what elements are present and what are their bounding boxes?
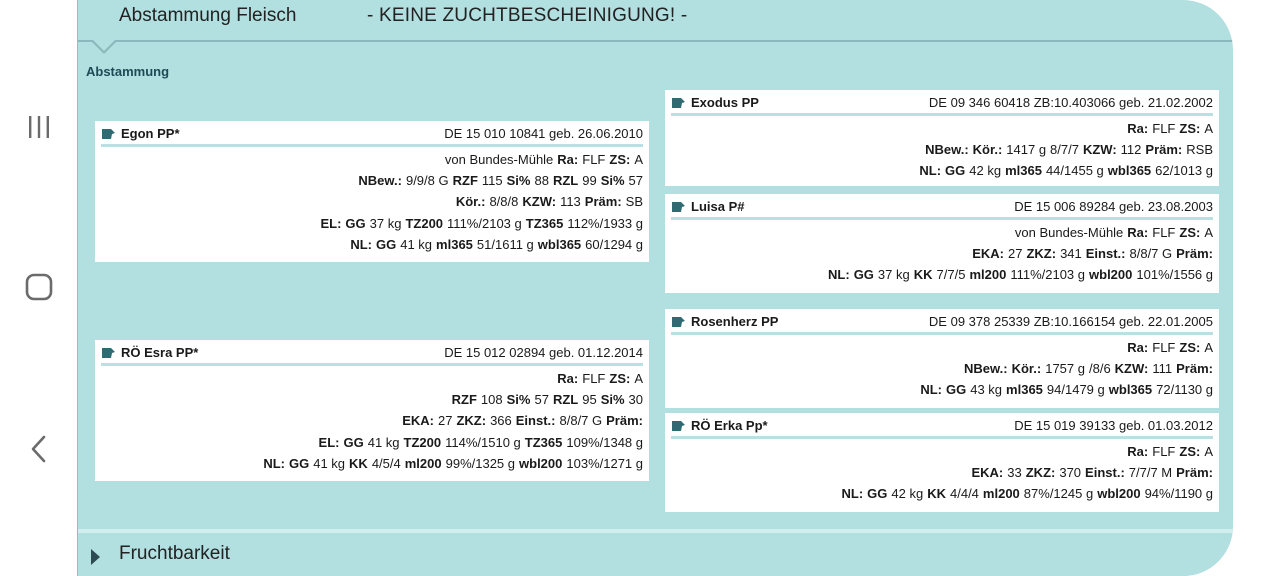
field-label: Präm: bbox=[1176, 465, 1213, 481]
field-value: RSB bbox=[1186, 142, 1213, 158]
card-line bbox=[671, 441, 1213, 462]
section-fruchtbarkeit-title: Fruchtbarkeit bbox=[119, 543, 230, 564]
field-value: 1757 g bbox=[1045, 361, 1085, 377]
field-label: Präm: bbox=[606, 413, 643, 429]
card-header bbox=[671, 417, 1213, 439]
animal-name-text: RÖ Esra PP* bbox=[121, 345, 199, 360]
field-value: 111%/2103 g bbox=[447, 215, 522, 231]
card-header bbox=[671, 94, 1213, 116]
field-label: Si% bbox=[600, 173, 625, 189]
animal-name-text: Rosenherz PP bbox=[691, 314, 779, 329]
field-value: 109%/1348 g bbox=[566, 434, 643, 450]
section-warning: - KEINE ZUCHTBESCHEINIGUNG! - bbox=[367, 5, 688, 26]
field-value: FLF bbox=[1152, 444, 1176, 459]
field-value: 4/5/4 bbox=[371, 455, 401, 471]
animal-name bbox=[101, 345, 198, 360]
field-value: 7/7/7 M bbox=[1128, 465, 1173, 481]
field-value: 366 bbox=[490, 413, 512, 429]
section-title: Abstammung Fleisch bbox=[119, 5, 297, 26]
animal-id: DE 15 010 10841 geb. 26.06.2010 bbox=[444, 126, 643, 141]
field-label: EL: bbox=[320, 215, 342, 231]
field-value: 42 kg bbox=[969, 163, 1002, 179]
field-label: NL: bbox=[841, 486, 864, 502]
field-label: KK bbox=[913, 267, 933, 283]
card-line bbox=[671, 160, 1213, 181]
field-label: KZW: bbox=[1114, 361, 1149, 377]
field-value: 41 kg bbox=[400, 236, 433, 252]
field-value: 94/1479 g bbox=[1046, 382, 1105, 398]
bull-head-icon bbox=[671, 420, 691, 432]
animal-card-erka[interactable] bbox=[665, 413, 1219, 512]
field-label: wbl365 bbox=[1108, 382, 1153, 398]
field-value: 99%/1325 g bbox=[445, 455, 516, 471]
field-label: TZ200 bbox=[403, 434, 442, 450]
field-label: Einst.: bbox=[515, 413, 556, 429]
field-label: EKA: bbox=[972, 246, 1004, 262]
field-value: SB bbox=[625, 194, 643, 210]
section-caret-icon bbox=[90, 40, 118, 54]
field-value: 113 bbox=[560, 194, 581, 210]
field-value: 103%/1271 g bbox=[566, 455, 643, 471]
field-value: A bbox=[634, 152, 643, 167]
field-value: A bbox=[1204, 444, 1213, 459]
field-value: 112%/1933 g bbox=[567, 215, 643, 231]
field-value: 7/7/5 bbox=[936, 267, 966, 283]
field-label: EL: bbox=[318, 434, 340, 450]
card-line bbox=[101, 410, 643, 431]
recents-icon[interactable] bbox=[22, 110, 56, 144]
field-value: 8/8/7 G bbox=[1129, 246, 1173, 262]
field-value: 60/1294 g bbox=[585, 236, 643, 252]
field-label: EKA: bbox=[402, 413, 434, 429]
card-line bbox=[671, 358, 1213, 379]
animal-name bbox=[101, 126, 180, 141]
field-label: Ra: bbox=[1127, 225, 1149, 240]
field-value: A bbox=[1204, 225, 1213, 240]
bull-head-icon bbox=[671, 97, 691, 109]
animal-id: DE 15 012 02894 geb. 01.12.2014 bbox=[444, 345, 643, 360]
field-label: Präm: bbox=[584, 194, 622, 210]
field-value: FLF bbox=[1152, 225, 1176, 240]
field-value: 44/1455 g bbox=[1045, 163, 1104, 179]
bull-head-icon bbox=[671, 316, 691, 328]
field-label: KZW: bbox=[522, 194, 557, 210]
field-value: 33 bbox=[1007, 465, 1022, 481]
field-value: FLF bbox=[582, 371, 606, 386]
field-value: 51/1611 g bbox=[476, 236, 534, 252]
field-value: FLF bbox=[1152, 121, 1176, 136]
field-label: GG bbox=[343, 434, 364, 450]
card-header bbox=[101, 344, 643, 366]
card-body bbox=[671, 116, 1213, 182]
field-label: wbl365 bbox=[1107, 163, 1152, 179]
card-line bbox=[101, 234, 643, 255]
bull-head-icon bbox=[671, 201, 691, 213]
chevron-right-icon bbox=[91, 549, 100, 565]
back-icon[interactable] bbox=[22, 432, 56, 466]
section-header[interactable] bbox=[78, 0, 1233, 42]
field-label: ZS: bbox=[1179, 121, 1201, 136]
animal-name-text: Luisa P# bbox=[691, 199, 745, 214]
field-value: 30 bbox=[628, 392, 643, 408]
field-value: 9/9/8 G bbox=[405, 173, 449, 189]
field-value: FLF bbox=[1152, 340, 1176, 355]
animal-name-text: Exodus PP bbox=[691, 95, 759, 110]
field-value: 94%/1190 g bbox=[1144, 486, 1213, 502]
animal-card-luisa[interactable] bbox=[665, 194, 1219, 293]
field-value: 37 kg bbox=[877, 267, 910, 283]
animal-card-exodus[interactable] bbox=[665, 90, 1219, 186]
field-label: NL: bbox=[263, 455, 285, 471]
field-value: 8/8/8 bbox=[489, 194, 519, 210]
card-header bbox=[671, 313, 1213, 335]
field-value: 42 kg bbox=[891, 486, 924, 502]
field-label: GG bbox=[853, 267, 874, 283]
field-value: 43 kg bbox=[970, 382, 1003, 398]
card-body bbox=[101, 147, 643, 255]
field-label: ZKZ: bbox=[1026, 246, 1057, 262]
field-label: ml200 bbox=[982, 486, 1020, 502]
field-label: KK bbox=[349, 455, 368, 471]
field-label: RZF bbox=[451, 392, 477, 408]
field-label: NL: bbox=[350, 236, 372, 252]
field-label: ml200 bbox=[969, 267, 1007, 283]
field-value: 72/1130 g bbox=[1156, 382, 1213, 398]
field-label: Ra: bbox=[1127, 340, 1149, 355]
field-label: NBew.: bbox=[925, 142, 969, 158]
animal-name bbox=[671, 418, 768, 433]
field-label: ZS: bbox=[1179, 225, 1201, 240]
field-label: Si% bbox=[506, 173, 531, 189]
home-icon[interactable] bbox=[22, 270, 56, 304]
animal-card-rosenherz[interactable] bbox=[665, 309, 1219, 408]
field-label: Kör.: bbox=[455, 194, 486, 210]
card-line bbox=[101, 389, 643, 410]
field-value: 57 bbox=[534, 392, 549, 408]
card-line bbox=[671, 243, 1213, 264]
card-body bbox=[671, 335, 1213, 401]
system-navigation-bar bbox=[0, 0, 77, 576]
field-label: Ra: bbox=[1127, 444, 1149, 459]
field-label: ZS: bbox=[1179, 340, 1201, 355]
field-label: Kör.: bbox=[1011, 361, 1042, 377]
field-label: ml365 bbox=[436, 236, 473, 252]
field-value: A bbox=[634, 371, 643, 386]
field-label: ZKZ: bbox=[456, 413, 487, 429]
field-label: GG bbox=[867, 486, 888, 502]
animal-name-text: Egon PP* bbox=[121, 126, 180, 141]
field-value: 115 bbox=[481, 173, 503, 189]
field-value: 111%/2103 g bbox=[1010, 267, 1086, 283]
bull-head-icon bbox=[101, 128, 121, 140]
card-line bbox=[671, 462, 1213, 483]
field-value: 101%/1556 g bbox=[1136, 267, 1213, 283]
field-value: 41 kg bbox=[313, 455, 346, 471]
field-label: NL: bbox=[920, 382, 942, 398]
field-value: A bbox=[1204, 121, 1213, 136]
field-label: Kör.: bbox=[972, 142, 1003, 158]
animal-name bbox=[671, 314, 778, 329]
field-label: Ra: bbox=[1127, 121, 1149, 136]
field-label: ml200 bbox=[404, 455, 442, 471]
animal-name bbox=[671, 95, 759, 110]
field-label: ml365 bbox=[1005, 163, 1042, 179]
field-label: wbl200 bbox=[1097, 486, 1141, 502]
field-label: KZW: bbox=[1082, 142, 1117, 158]
card-body bbox=[101, 366, 643, 474]
field-label: ZS: bbox=[609, 152, 631, 167]
field-value: 87%/1245 g bbox=[1023, 486, 1094, 502]
block-label: Abstammung bbox=[86, 64, 170, 79]
animal-card-esra[interactable] bbox=[95, 340, 649, 481]
card-body bbox=[671, 220, 1213, 286]
card-header bbox=[671, 198, 1213, 220]
field-label: ZS: bbox=[1179, 444, 1201, 459]
field-label: ZS: bbox=[609, 371, 631, 386]
field-label: Präm: bbox=[1176, 246, 1213, 262]
field-value: 108 bbox=[480, 392, 503, 408]
field-label: Ra: bbox=[557, 152, 579, 167]
animal-card-egon[interactable] bbox=[95, 121, 649, 262]
field-label: NBew.: bbox=[964, 361, 1008, 377]
field-label: Präm: bbox=[1176, 361, 1213, 377]
card-header bbox=[101, 125, 643, 147]
field-label: GG bbox=[345, 215, 366, 231]
field-label: EKA: bbox=[971, 465, 1004, 481]
field-value: 1417 g bbox=[1006, 142, 1047, 158]
field-value: 341 bbox=[1060, 246, 1082, 262]
field-value: 8/8/7 G bbox=[559, 413, 603, 429]
field-label: RZL bbox=[552, 173, 579, 189]
field-label: Ra: bbox=[557, 371, 579, 386]
card-line bbox=[671, 483, 1213, 504]
field-value: von Bundes-Mühle bbox=[1014, 225, 1124, 240]
field-value: 27 bbox=[437, 413, 453, 429]
field-label: NL: bbox=[828, 267, 850, 283]
animal-name bbox=[671, 199, 744, 214]
pedigree-panel bbox=[77, 0, 1233, 576]
field-label: Si% bbox=[600, 392, 625, 408]
card-line bbox=[101, 368, 643, 389]
field-value: 4/4/4 bbox=[950, 486, 979, 502]
field-label: RZF bbox=[452, 173, 478, 189]
field-label: ZKZ: bbox=[1025, 465, 1056, 481]
card-line bbox=[671, 118, 1213, 139]
card-line bbox=[101, 170, 643, 191]
field-label: ml365 bbox=[1006, 382, 1043, 398]
field-value: 370 bbox=[1059, 465, 1082, 481]
field-label: wbl200 bbox=[1089, 267, 1133, 283]
field-value: 88 bbox=[534, 173, 549, 189]
field-label: KK bbox=[927, 486, 946, 502]
field-label: Si% bbox=[506, 392, 531, 408]
field-label: Einst.: bbox=[1085, 465, 1125, 481]
card-line bbox=[101, 432, 643, 453]
animal-id: DE 09 378 25339 ZB:10.166154 geb. 22.01.2005 bbox=[928, 314, 1213, 329]
animal-name-text: RÖ Erka Pp* bbox=[691, 418, 768, 433]
field-label: NL: bbox=[919, 163, 942, 179]
field-label: GG bbox=[288, 455, 310, 471]
field-label: RZL bbox=[552, 392, 579, 408]
field-value: FLF bbox=[582, 152, 606, 167]
field-value: 114%/1510 g bbox=[445, 434, 521, 450]
card-line bbox=[671, 264, 1213, 285]
card-line bbox=[671, 139, 1213, 160]
field-value: 111 bbox=[1152, 361, 1173, 377]
card-line bbox=[671, 222, 1213, 243]
field-value: 8/7/7 bbox=[1050, 142, 1079, 158]
card-line bbox=[671, 379, 1213, 400]
section-fruchtbarkeit[interactable] bbox=[78, 529, 1233, 576]
field-label: TZ200 bbox=[405, 215, 444, 231]
field-value: 99 bbox=[582, 173, 597, 189]
bull-head-icon bbox=[101, 347, 121, 359]
field-label: wbl365 bbox=[537, 236, 582, 252]
field-value: /8/6 bbox=[1088, 361, 1111, 377]
field-label: TZ365 bbox=[525, 215, 564, 231]
field-value: 37 kg bbox=[369, 215, 402, 231]
card-line bbox=[671, 337, 1213, 358]
field-value: 95 bbox=[582, 392, 597, 408]
field-value: 27 bbox=[1007, 246, 1023, 262]
animal-id: DE 15 006 89284 geb. 23.08.2003 bbox=[1014, 199, 1213, 214]
field-value: 41 kg bbox=[367, 434, 400, 450]
field-value: 57 bbox=[628, 173, 643, 189]
field-label: NBew.: bbox=[358, 173, 402, 189]
animal-id: DE 09 346 60418 ZB:10.403066 geb. 21.02.2002 bbox=[928, 95, 1213, 110]
card-line bbox=[101, 213, 643, 234]
card-body bbox=[671, 439, 1213, 505]
field-label: GG bbox=[376, 236, 397, 252]
field-value: 112 bbox=[1120, 142, 1142, 158]
field-value: von Bundes-Mühle bbox=[444, 152, 554, 167]
field-value: A bbox=[1204, 340, 1213, 355]
field-label: Einst.: bbox=[1085, 246, 1126, 262]
field-label: wbl200 bbox=[519, 455, 563, 471]
field-value: 62/1013 g bbox=[1155, 163, 1213, 179]
field-label: GG bbox=[945, 163, 966, 179]
field-label: TZ365 bbox=[524, 434, 563, 450]
field-label: GG bbox=[946, 382, 967, 398]
card-line bbox=[101, 191, 643, 212]
animal-id: DE 15 019 39133 geb. 01.03.2012 bbox=[1014, 418, 1213, 433]
card-line bbox=[101, 149, 643, 170]
card-line bbox=[101, 453, 643, 474]
field-label: Präm: bbox=[1145, 142, 1183, 158]
